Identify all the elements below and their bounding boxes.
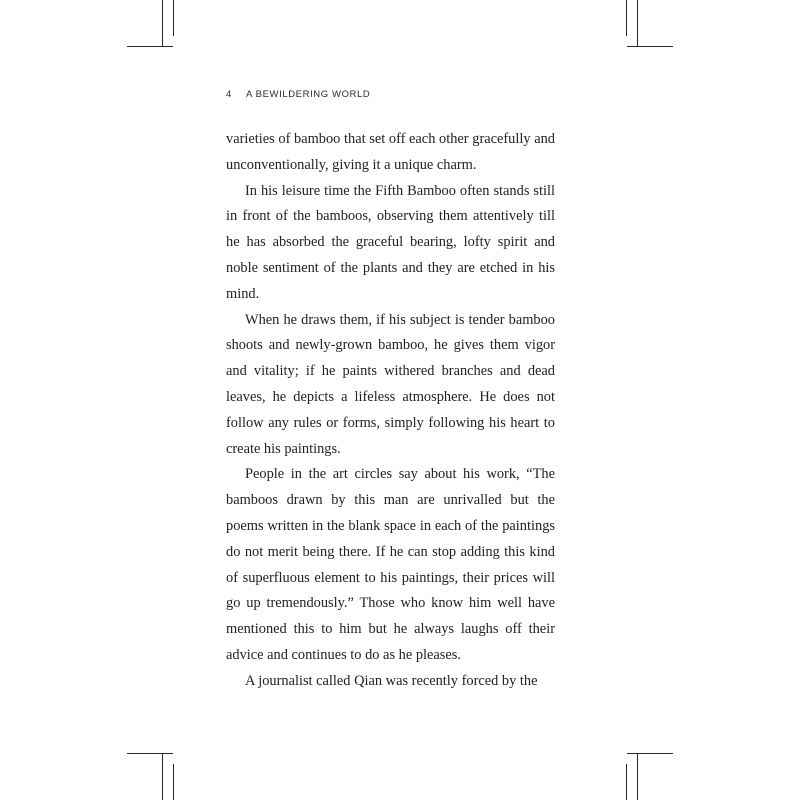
paragraph: In his leisure time the Fifth Bamboo often stands still in front of the bamboos, observing them attentively till he has absorbed the graceful bearing, lofty spirit and noble sentiment of the plants and they are etched in his mind. <box>226 182 555 302</box>
crop-mark <box>173 764 174 800</box>
crop-mark <box>173 0 174 36</box>
crop-mark <box>127 753 173 754</box>
page-number: 4 <box>226 89 232 100</box>
paragraph: A journalist called Qian was recently forced by the <box>245 672 538 689</box>
crop-mark <box>637 0 638 46</box>
body-text <box>226 127 555 695</box>
crop-mark <box>627 46 673 47</box>
crop-mark <box>626 0 627 36</box>
crop-mark <box>627 753 673 754</box>
paragraph: When he draws them, if his subject is tender bamboo shoots and newly-grown bamboo, he gives them vigor and vitality; if he paints withered branches and dead leaves, he depicts a lifeless atmosphere. He does not follow any rules or forms, simply following his heart to create his paintings. <box>226 311 555 457</box>
crop-mark <box>626 764 627 800</box>
paragraph: People in the art circles say about his work, “The bamboos drawn by this man are unrivalled but the poems written in the blank space in each of the paintings do not merit being there. If he can stop adding this kind of superfluous element to his paintings, their prices will go up tremendously.” Those who know him well have mentioned this to him but he always laughs off their advice and continues to do as he pleases. <box>226 466 555 663</box>
crop-mark <box>162 0 163 46</box>
paragraph: varieties of bamboo that set off each other gracefully and unconventionally, giving it a unique charm. <box>226 131 555 173</box>
crop-mark <box>637 753 638 800</box>
crop-mark <box>162 753 163 800</box>
crop-mark <box>127 46 173 47</box>
chapter-title: A BEWILDERING WORLD <box>246 89 371 100</box>
running-head <box>226 89 370 100</box>
